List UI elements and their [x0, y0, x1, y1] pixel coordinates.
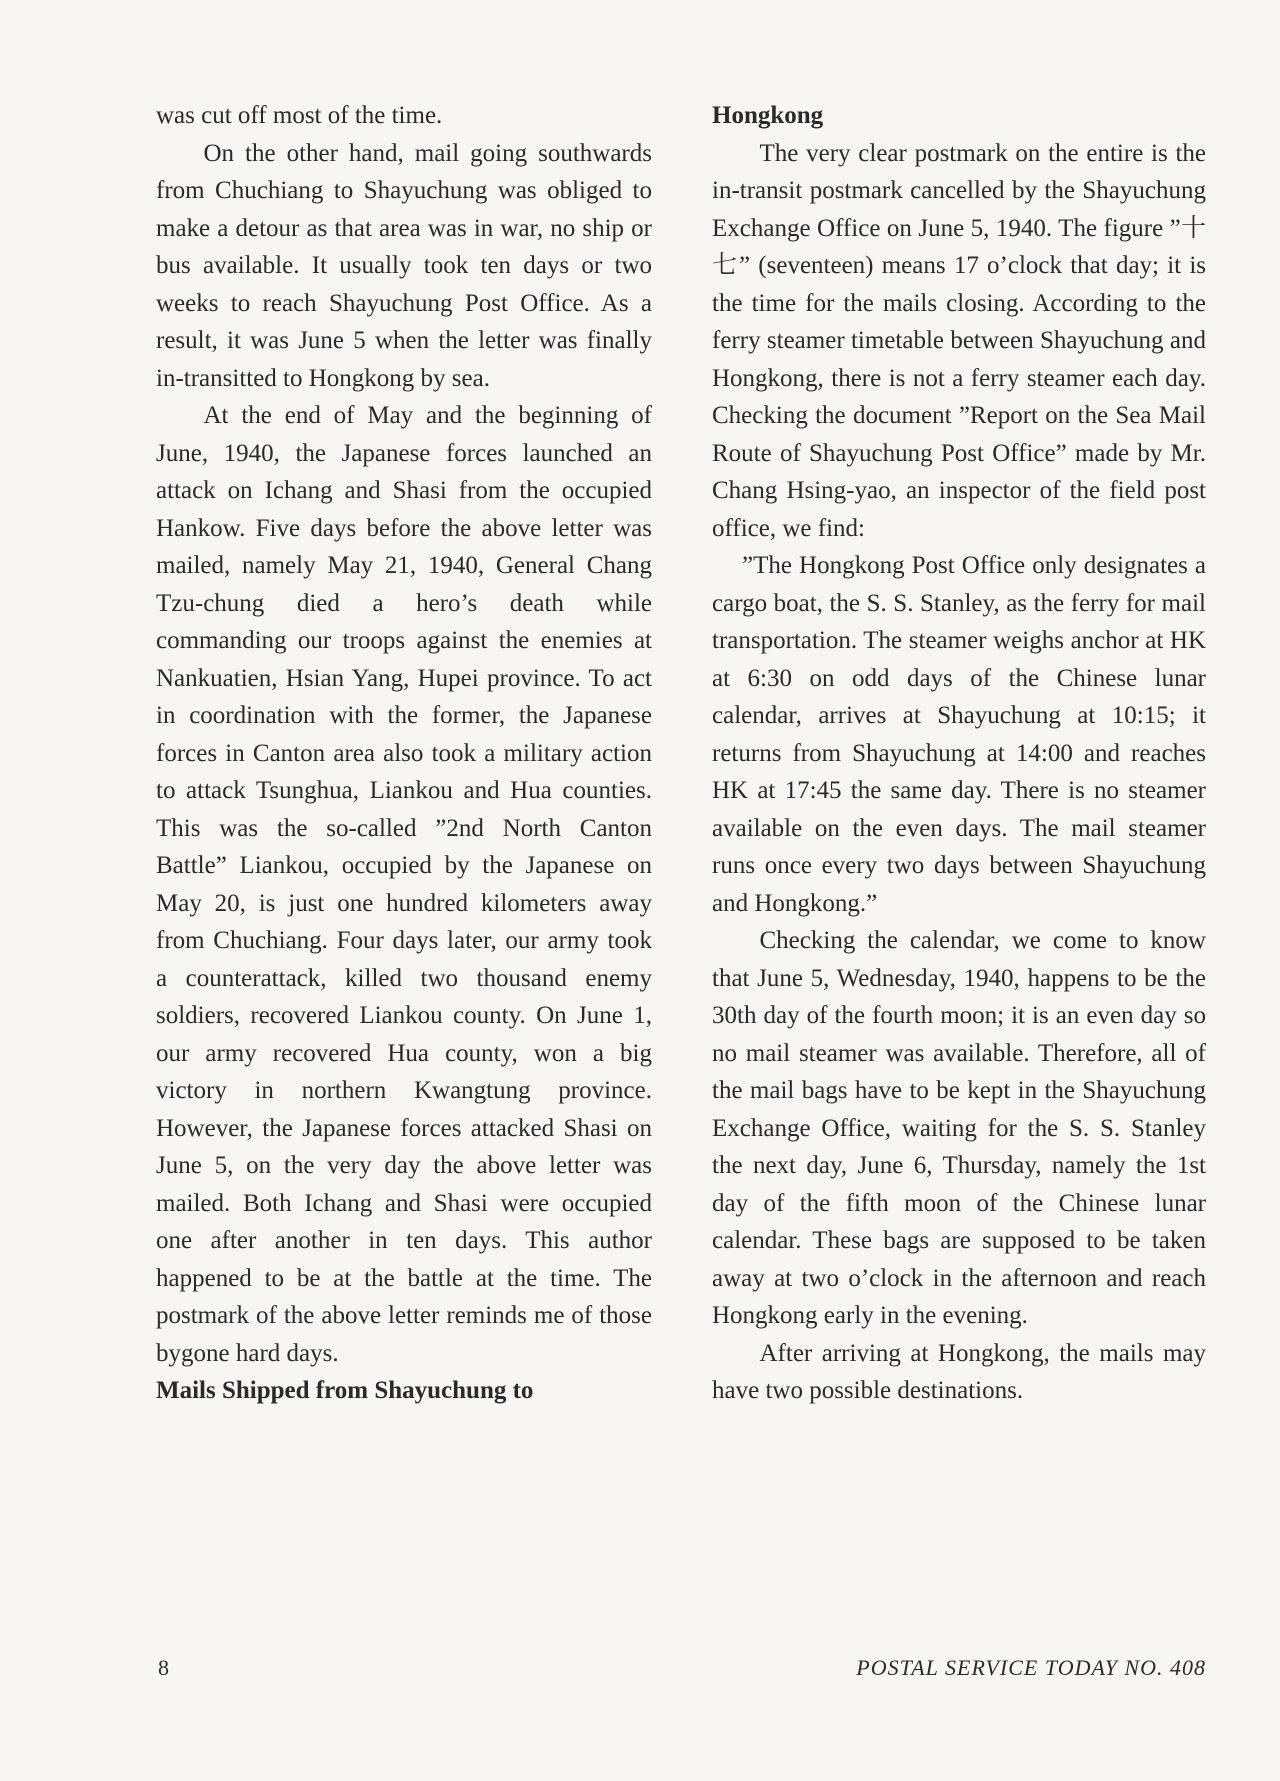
quoted-report: ”The Hongkong Post Office only designates a cargo boat, the S. S. Stanley, as the ferry for mail transportation. The steamer weighs anchor at HK at 6:30 on odd days of the Chinese lunar calendar, arrives at Shayuchung at 10:15; it returns from Shayuchung at 14:00 and reaches HK at 17:45 the same day. There is no steamer available on the even days. The mail steamer runs once every two days between Shayuchung and Hongkong.” — [712, 552, 1206, 917]
paragraph-postmark: The very clear postmark on the entire is the in-transit postmark cancelled by the Shayuchung Exchange Office on June 5, 1940. The figure ”十七” (seventeen) means 17 o’clock that day; it is the time for the mails closing. According to the ferry steamer timetable between Shayuchung and Hongkong, there is not a ferry steamer each day. Checking the document ”Report on the Sea Mail Route of Shayuchung Post Office” made by Mr. Chang Hsing-yao, an inspector of the field post office, we find: — [712, 139, 1206, 542]
paragraph-battle-history: At the end of May and the beginning of June, 1940, the Japanese forces launched an attack on Ichang and Shasi from the occupied Hankow. Five days before the above letter was mailed, namely May 21, 1940, General Chang Tzu-chung died a hero’s death while commanding our troops against the enemies at Nankuatien, Hsian Yang, Hupei province. To act in coordination with the former, the Japanese forces in Canton area also took a military action to attack Tsunghua, Liankou and Hua counties. This was the so-called ”2nd North Canton Battle” Liankou, occupied by the Japanese on May 20, is just one hundred kilometers away from Chuchiang. Four days later, our army took a counterattack, killed two thousand enemy soldiers, recovered Liankou county. On June 1, our army recovered Hua county, won a big victory in northern Kwangtung province. However, the Japanese forces attacked Shasi on June 5, on the very day the above letter was mailed. Both Ichang and Shasi were occupied one after another in ten days. This author happened to be at the battle at the time. The postmark of the above letter reminds me of those bygone hard days. — [156, 402, 652, 1367]
section-heading-line1: Mails Shipped from Shayuchung to — [156, 1377, 534, 1404]
section-heading-line2: Hongkong — [712, 102, 824, 129]
paragraph-continued: was cut off most of the time. — [156, 102, 443, 129]
paragraph-southward-mail: On the other hand, mail going southwards from Chuchiang to Shayuchung was obliged to make a detour as that area was in war, no ship or bus available. It usually took ten days or two weeks to reach Shayuchung Post Office. As a result, it was June 5 when the letter was finally in-transitted to Hongkong by sea. — [156, 139, 652, 392]
paragraph-calendar: Checking the calendar, we come to know that June 5, Wednesday, 1940, happens to be the 30th day of the fourth moon; it is an even day so no mail steamer was available. Therefore, all of the mail bags have to be kept in the Shayuchung Exchange Office, waiting for the S. S. Stanley the next day, June 6, Thursday, namely the 1st day of the fifth moon of the Chinese lunar calendar. These bags are supposed to be taken away at two o’clock in the afternoon and reach Hongkong early in the evening. — [712, 927, 1206, 1329]
right-column — [712, 97, 1206, 1410]
page-number: 8 — [158, 1655, 169, 1680]
paragraph-destinations: After arriving at Hongkong, the mails may have two possible destinations. — [712, 1339, 1206, 1404]
running-footer: POSTAL SERVICE TODAY NO. 408 — [856, 1655, 1206, 1680]
left-column — [156, 97, 652, 1410]
